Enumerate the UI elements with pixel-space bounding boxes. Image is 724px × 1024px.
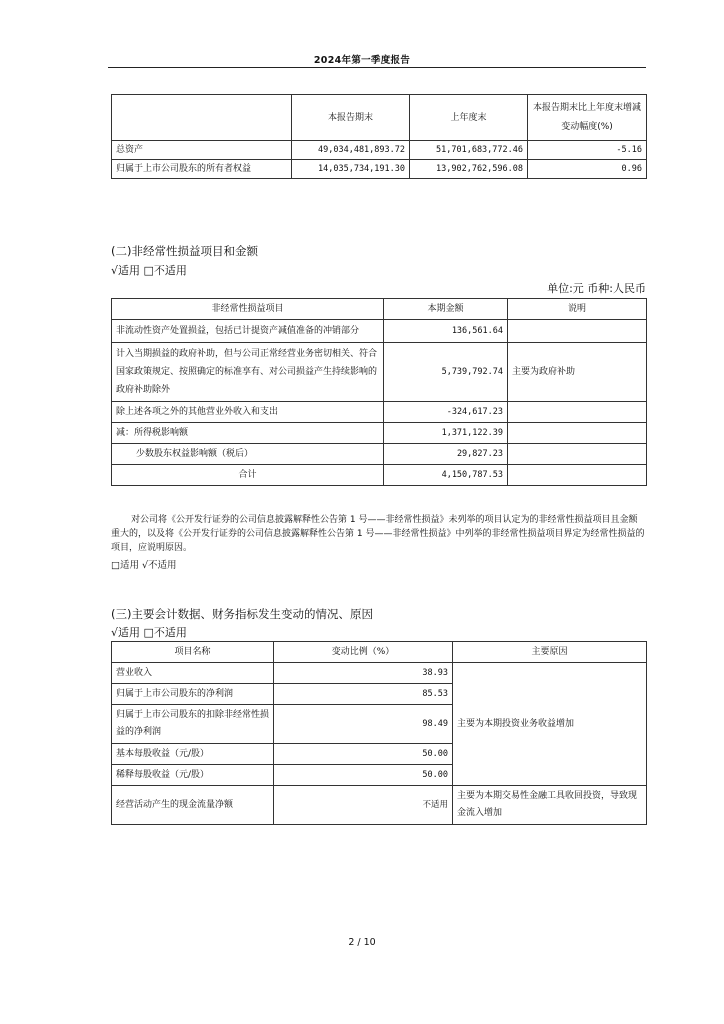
value-cell: 5,739,792.74 xyxy=(384,343,508,402)
reason-cell: 主要为本期交易性金融工具收回投资，导致现金流入增加 xyxy=(453,786,647,825)
value-cell: -324,617.23 xyxy=(384,402,508,423)
header-cell: 主要原因 xyxy=(453,642,647,663)
table-total-row xyxy=(112,465,647,486)
row-label: 归属于上市公司股东的所有者权益 xyxy=(112,160,292,179)
row-label: 非流动性资产处置损益，包括已计提资产减值准备的冲销部分 xyxy=(112,320,384,343)
balance-summary-table xyxy=(111,94,647,179)
table-row xyxy=(112,160,647,179)
value-cell: 4,150,787.53 xyxy=(384,465,508,486)
row-label: 计入当期损益的政府补助，但与公司正常经营业务密切相关、符合国家政策规定、按照确定的标准享有、对公司损益产生持续影响的政府补助除外 xyxy=(112,343,384,402)
header-cell: 本期金额 xyxy=(384,299,508,320)
row-label: 营业收入 xyxy=(112,663,274,684)
row-label: 稀释每股收益（元/股） xyxy=(112,765,274,786)
table-header-row xyxy=(112,299,647,320)
value-cell: 49,034,481,893.72 xyxy=(292,141,410,160)
table-row xyxy=(112,402,647,423)
header-cell xyxy=(112,95,292,141)
table-row xyxy=(112,786,647,825)
table-row xyxy=(112,663,647,684)
table-header-row xyxy=(112,642,647,663)
header-cell: 本报告期末 xyxy=(292,95,410,141)
row-label: 合计 xyxy=(112,465,384,486)
note-cell xyxy=(508,423,647,444)
section-title: (二)非经常性损益项目和金额 xyxy=(111,244,258,258)
table-row xyxy=(112,343,647,402)
header-cell: 说明 xyxy=(508,299,647,320)
header-cell: 非经常性损益项目 xyxy=(112,299,384,320)
note-cell: 主要为政府补助 xyxy=(508,343,647,402)
value-cell: 38.93 xyxy=(274,663,453,684)
value-cell: 50.00 xyxy=(274,765,453,786)
value-cell: 50.00 xyxy=(274,744,453,765)
unit-label: 单位:元 币种:人民币 xyxy=(547,282,646,295)
header-cell: 变动比例（%） xyxy=(274,642,453,663)
row-label: 基本每股收益（元/股） xyxy=(112,744,274,765)
indicator-changes-table xyxy=(111,641,647,825)
non-recurring-gains-table xyxy=(111,298,647,486)
section-title: (三)主要会计数据、财务指标发生变动的情况、原因 xyxy=(111,607,373,621)
header-cell: 上年度末 xyxy=(410,95,528,141)
value-cell: 13,902,762,596.08 xyxy=(410,160,528,179)
value-cell: 98.49 xyxy=(274,705,453,744)
value-cell: 0.96 xyxy=(528,160,647,179)
note-cell xyxy=(508,444,647,465)
explanatory-note: 对公司将《公开发行证券的公司信息披露解释性公告第 1 号——非经常性损益》未列举的项目认定为的非经常性损益项目且金额重大的，以及将《公开发行证券的公司信息披露解释性公告第 1 号——非经常性损益》中列举的非经常性损益项目界定为经常性损益的项目，应说明原因。 xyxy=(111,515,645,553)
row-label: 减：所得税影响额 xyxy=(112,423,384,444)
header-cell: 项目名称 xyxy=(112,642,274,663)
header-divider xyxy=(108,67,646,68)
row-label: 归属于上市公司股东的扣除非经常性损益的净利润 xyxy=(112,705,274,744)
value-cell: 51,701,683,772.46 xyxy=(410,141,528,160)
value-cell: 136,561.64 xyxy=(384,320,508,343)
reason-cell: 主要为本期投资业务收益增加 xyxy=(453,663,647,786)
table-row xyxy=(112,444,647,465)
note-cell xyxy=(508,465,647,486)
table-header-row xyxy=(112,95,647,141)
row-label: 总资产 xyxy=(112,141,292,160)
value-cell: -5.16 xyxy=(528,141,647,160)
applicability-options: √适用 □不适用 xyxy=(111,264,187,277)
report-header-title: 2024年第一季度报告 xyxy=(313,55,411,66)
row-label: 少数股东权益影响额（税后） xyxy=(112,444,384,465)
note-cell xyxy=(508,320,647,343)
table-row xyxy=(112,320,647,343)
header-cell: 本报告期末比上年度末增减变动幅度(%) xyxy=(528,95,647,141)
row-label: 除上述各项之外的其他营业外收入和支出 xyxy=(112,402,384,423)
table-row xyxy=(112,141,647,160)
value-cell: 85.53 xyxy=(274,684,453,705)
applicability-options: √适用 □不适用 xyxy=(111,626,187,639)
note-applicability-options: □适用 √不适用 xyxy=(111,560,177,571)
row-label: 经营活动产生的现金流量净额 xyxy=(112,786,274,825)
value-cell: 不适用 xyxy=(274,786,453,825)
note-cell xyxy=(508,402,647,423)
value-cell: 29,827.23 xyxy=(384,444,508,465)
row-label: 归属于上市公司股东的净利润 xyxy=(112,684,274,705)
page-number: 2 / 10 xyxy=(348,937,376,948)
table-row xyxy=(112,423,647,444)
value-cell: 1,371,122.39 xyxy=(384,423,508,444)
value-cell: 14,035,734,191.30 xyxy=(292,160,410,179)
